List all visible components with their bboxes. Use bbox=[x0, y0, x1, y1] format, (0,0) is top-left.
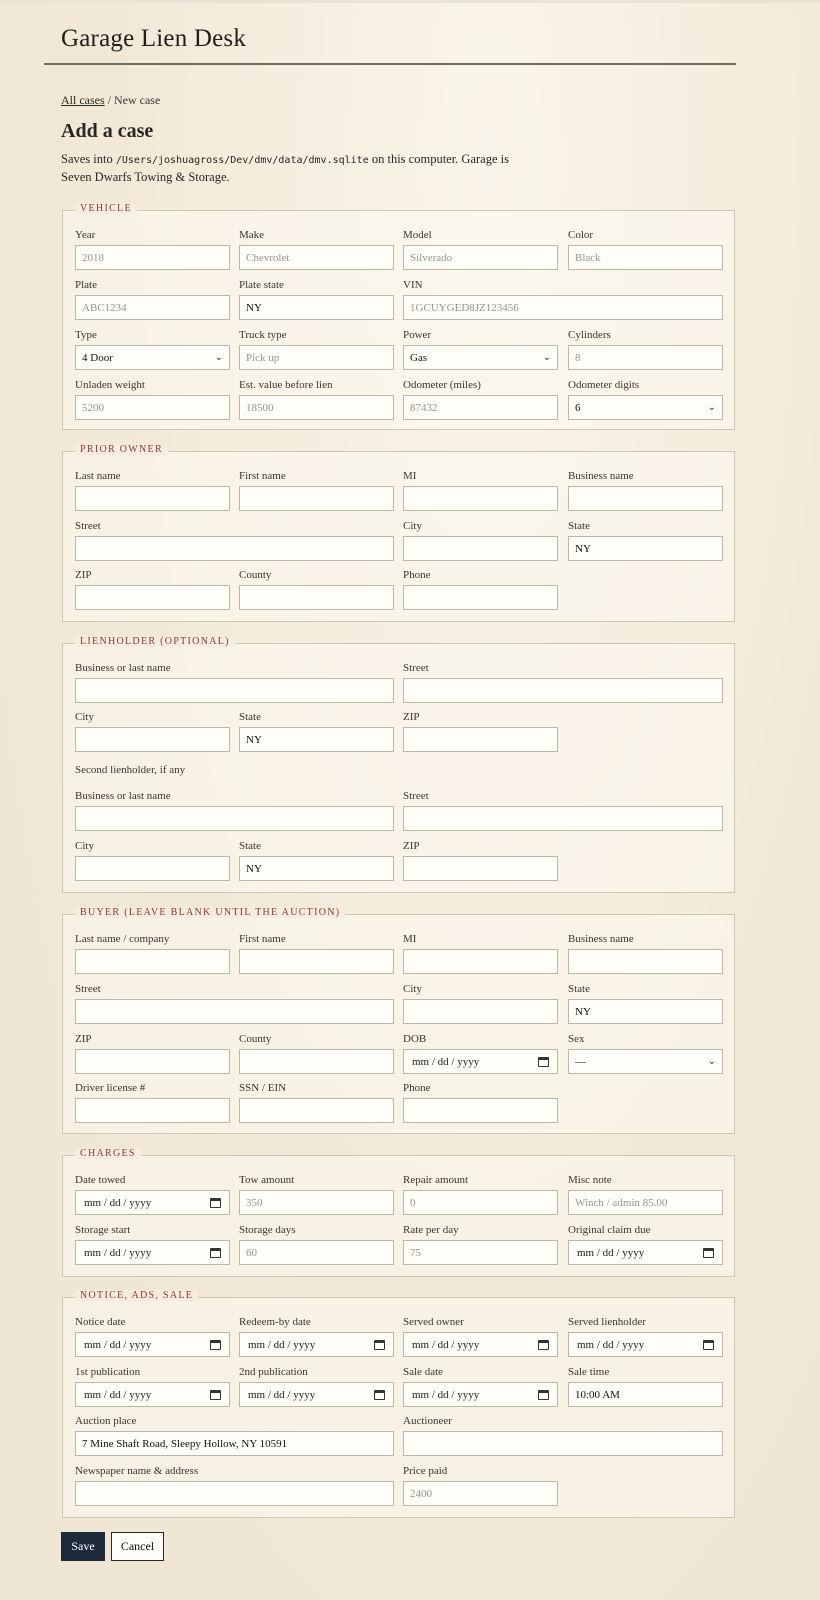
buyer-ssn-label: SSN / EIN bbox=[239, 1082, 287, 1094]
buyer-last-name-label: Last name / company bbox=[75, 933, 170, 945]
vin-label: VIN bbox=[403, 279, 423, 291]
sale-time-label: Sale time bbox=[568, 1366, 610, 1378]
buyer-state-input[interactable] bbox=[568, 999, 723, 1024]
owner-business-label: Business name bbox=[568, 470, 634, 482]
color-label: Color bbox=[568, 229, 594, 241]
lien2-city-input[interactable] bbox=[75, 856, 230, 881]
buyer-sex-value: — bbox=[575, 1055, 586, 1068]
storage-start-label: Storage start bbox=[75, 1224, 131, 1236]
sale-date-value: mm / dd / yyyy bbox=[412, 1388, 480, 1401]
owner-street-input[interactable] bbox=[75, 536, 394, 561]
db-path: /Users/joshuagross/Dev/dmv/data/dmv.sqlite bbox=[115, 155, 369, 166]
claim-due-input[interactable] bbox=[568, 1240, 723, 1265]
cylinders-label: Cylinders bbox=[568, 329, 611, 341]
auctioneer-label: Auctioneer bbox=[403, 1415, 452, 1427]
price-paid-label: Price paid bbox=[403, 1465, 448, 1477]
power-select[interactable] bbox=[403, 345, 558, 370]
notice-section bbox=[62, 1290, 735, 1518]
breadcrumb bbox=[61, 93, 160, 108]
lien2-business-input[interactable] bbox=[75, 806, 394, 831]
chevron-down-icon: ⌄ bbox=[707, 402, 716, 413]
served-lienholder-input[interactable] bbox=[568, 1332, 723, 1357]
owner-county-input[interactable] bbox=[239, 585, 394, 610]
price-paid-input[interactable] bbox=[403, 1481, 558, 1506]
buyer-street-label: Street bbox=[75, 983, 101, 995]
chevron-down-icon: ⌄ bbox=[707, 1056, 716, 1067]
buyer-first-name-input[interactable] bbox=[239, 949, 394, 974]
owner-phone-input[interactable] bbox=[403, 585, 558, 610]
odometer-input[interactable] bbox=[403, 395, 558, 420]
intro-post: on this computer. Garage is Seven Dwarfs Towing & Storage. bbox=[61, 152, 509, 184]
buyer-dob-value: mm / dd / yyyy bbox=[412, 1055, 480, 1068]
buyer-business-input[interactable] bbox=[568, 949, 723, 974]
breadcrumb-all-cases-link[interactable]: All cases bbox=[61, 93, 105, 107]
lien-state-input[interactable] bbox=[239, 727, 394, 752]
buyer-zip-label: ZIP bbox=[75, 1033, 92, 1045]
type-label: Type bbox=[75, 329, 97, 341]
redeem-by-label: Redeem-by date bbox=[239, 1316, 311, 1328]
notice-date-label: Notice date bbox=[75, 1316, 126, 1328]
storage-start-value: mm / dd / yyyy bbox=[84, 1246, 152, 1259]
calendar-icon[interactable] bbox=[210, 1390, 221, 1400]
intro-pre: Saves into bbox=[61, 152, 116, 166]
sale-date-label: Sale date bbox=[403, 1366, 444, 1378]
lien2-city-label: City bbox=[75, 840, 94, 852]
buyer-phone-label: Phone bbox=[403, 1082, 431, 1094]
lien2-state-label: State bbox=[239, 840, 261, 852]
misc-note-label: Misc note bbox=[568, 1174, 612, 1186]
calendar-icon[interactable] bbox=[210, 1248, 221, 1258]
year-label: Year bbox=[75, 229, 96, 241]
model-label: Model bbox=[403, 229, 432, 241]
color-input[interactable] bbox=[568, 245, 723, 270]
truck-type-label: Truck type bbox=[239, 329, 287, 341]
owner-first-name-label: First name bbox=[239, 470, 286, 482]
newspaper-label: Newspaper name & address bbox=[75, 1465, 199, 1477]
served-owner-input[interactable] bbox=[403, 1332, 558, 1357]
owner-state-input[interactable] bbox=[568, 536, 723, 561]
served-lienholder-value: mm / dd / yyyy bbox=[577, 1338, 645, 1351]
buyer-county-input[interactable] bbox=[239, 1049, 394, 1074]
claim-due-label: Original claim due bbox=[568, 1224, 651, 1236]
unladen-weight-input[interactable] bbox=[75, 395, 230, 420]
tow-amount-label: Tow amount bbox=[239, 1174, 295, 1186]
owner-zip-input[interactable] bbox=[75, 585, 230, 610]
notice-date-input[interactable] bbox=[75, 1332, 230, 1357]
prior-owner-section bbox=[62, 444, 735, 622]
owner-last-name-input[interactable] bbox=[75, 486, 230, 511]
calendar-icon[interactable] bbox=[210, 1198, 221, 1208]
owner-city-input[interactable] bbox=[403, 536, 558, 561]
lien-street-input[interactable] bbox=[403, 678, 723, 703]
save-button[interactable]: Save bbox=[61, 1532, 105, 1561]
owner-street-label: Street bbox=[75, 520, 101, 532]
sale-date-input[interactable] bbox=[403, 1382, 558, 1407]
buyer-state-label: State bbox=[568, 983, 590, 995]
prior-owner-legend: PRIOR OWNER bbox=[75, 444, 168, 455]
calendar-icon[interactable] bbox=[538, 1057, 549, 1067]
buyer-license-label: Driver license # bbox=[75, 1082, 146, 1094]
plate-input[interactable] bbox=[75, 295, 230, 320]
pub2-value: mm / dd / yyyy bbox=[248, 1388, 316, 1401]
plate-label: Plate bbox=[75, 279, 97, 291]
owner-first-name-input[interactable] bbox=[239, 486, 394, 511]
calendar-icon[interactable] bbox=[374, 1390, 385, 1400]
misc-note-input[interactable] bbox=[568, 1190, 723, 1215]
buyer-legend: BUYER (LEAVE BLANK UNTIL THE AUCTION) bbox=[75, 907, 345, 918]
type-select-value: 4 Door bbox=[82, 351, 113, 364]
pub2-input[interactable] bbox=[239, 1382, 394, 1407]
auctioneer-input[interactable] bbox=[403, 1431, 723, 1456]
buyer-ssn-input[interactable] bbox=[239, 1098, 394, 1123]
buyer-city-label: City bbox=[403, 983, 422, 995]
owner-phone-label: Phone bbox=[403, 569, 431, 581]
tow-amount-input[interactable] bbox=[239, 1190, 394, 1215]
plate-state-label: Plate state bbox=[239, 279, 284, 291]
lien-street-label: Street bbox=[403, 662, 429, 674]
date-towed-label: Date towed bbox=[75, 1174, 126, 1186]
power-select-value: Gas bbox=[410, 351, 428, 364]
owner-mi-label: MI bbox=[403, 470, 417, 482]
claim-due-value: mm / dd / yyyy bbox=[577, 1246, 645, 1259]
owner-city-label: City bbox=[403, 520, 422, 532]
newspaper-input[interactable] bbox=[75, 1481, 394, 1506]
lien-business-label: Business or last name bbox=[75, 662, 171, 674]
redeem-by-input[interactable] bbox=[239, 1332, 394, 1357]
rate-per-day-input[interactable] bbox=[403, 1240, 558, 1265]
est-value-label: Est. value before lien bbox=[239, 379, 333, 391]
lien-zip-input[interactable] bbox=[403, 727, 558, 752]
app-title: Garage Lien Desk bbox=[61, 25, 247, 52]
lien-city-input[interactable] bbox=[75, 727, 230, 752]
odometer-digits-label: Odometer digits bbox=[568, 379, 640, 391]
notice-legend: NOTICE, ADS, SALE bbox=[75, 1290, 198, 1301]
sale-time-input[interactable] bbox=[568, 1382, 723, 1407]
calendar-icon[interactable] bbox=[703, 1340, 714, 1350]
buyer-last-name-input[interactable] bbox=[75, 949, 230, 974]
charges-legend: CHARGES bbox=[75, 1148, 141, 1159]
buyer-dob-label: DOB bbox=[403, 1033, 427, 1045]
odometer-label: Odometer (miles) bbox=[403, 379, 481, 391]
buyer-sex-label: Sex bbox=[568, 1033, 585, 1045]
lien-business-input[interactable] bbox=[75, 678, 394, 703]
buyer-mi-input[interactable] bbox=[403, 949, 558, 974]
chevron-down-icon: ⌄ bbox=[542, 352, 551, 363]
pub1-input[interactable] bbox=[75, 1382, 230, 1407]
served-owner-value: mm / dd / yyyy bbox=[412, 1338, 480, 1351]
date-towed-input[interactable] bbox=[75, 1190, 230, 1215]
buyer-zip-input[interactable] bbox=[75, 1049, 230, 1074]
buyer-license-input[interactable] bbox=[75, 1098, 230, 1123]
owner-state-label: State bbox=[568, 520, 590, 532]
storage-start-input[interactable] bbox=[75, 1240, 230, 1265]
page-title: Add a case bbox=[61, 120, 154, 142]
pub1-label: 1st publication bbox=[75, 1366, 141, 1378]
odometer-digits-value: 6 bbox=[575, 401, 581, 414]
type-select[interactable] bbox=[75, 345, 230, 370]
buyer-first-name-label: First name bbox=[239, 933, 286, 945]
date-towed-value: mm / dd / yyyy bbox=[84, 1196, 152, 1209]
buyer-street-input[interactable] bbox=[75, 999, 394, 1024]
breadcrumb-current: New case bbox=[114, 93, 161, 107]
buyer-mi-label: MI bbox=[403, 933, 417, 945]
make-input[interactable] bbox=[239, 245, 394, 270]
unladen-weight-label: Unladen weight bbox=[75, 379, 145, 391]
calendar-icon[interactable] bbox=[374, 1340, 385, 1350]
pub1-value: mm / dd / yyyy bbox=[84, 1388, 152, 1401]
app-header bbox=[44, 3, 736, 65]
storage-days-label: Storage days bbox=[239, 1224, 296, 1236]
lienholder-legend: LIENHOLDER (OPTIONAL) bbox=[75, 636, 235, 647]
charges-section bbox=[62, 1148, 735, 1277]
buyer-business-label: Business name bbox=[568, 933, 634, 945]
auction-place-input[interactable] bbox=[75, 1431, 394, 1456]
vehicle-section bbox=[62, 203, 735, 430]
notice-date-value: mm / dd / yyyy bbox=[84, 1338, 152, 1351]
calendar-icon[interactable] bbox=[538, 1340, 549, 1350]
cancel-button[interactable]: Cancel bbox=[111, 1532, 164, 1561]
lien2-business-label: Business or last name bbox=[75, 790, 171, 802]
est-value-input[interactable] bbox=[239, 395, 394, 420]
owner-zip-label: ZIP bbox=[75, 569, 92, 581]
auction-place-label: Auction place bbox=[75, 1415, 137, 1427]
buyer-dob-date-input[interactable] bbox=[403, 1049, 558, 1074]
calendar-icon[interactable] bbox=[210, 1340, 221, 1350]
owner-mi-input[interactable] bbox=[403, 486, 558, 511]
buyer-sex-select[interactable] bbox=[568, 1049, 723, 1074]
vin-input[interactable] bbox=[403, 295, 723, 320]
buyer-phone-input[interactable] bbox=[403, 1098, 558, 1123]
lien2-zip-input[interactable] bbox=[403, 856, 558, 881]
cylinders-input[interactable] bbox=[568, 345, 723, 370]
served-owner-label: Served owner bbox=[403, 1316, 464, 1328]
breadcrumb-separator: / bbox=[104, 93, 114, 107]
year-input[interactable] bbox=[75, 245, 230, 270]
lien-zip-label: ZIP bbox=[403, 711, 420, 723]
lien2-street-label: Street bbox=[403, 790, 429, 802]
buyer-county-label: County bbox=[239, 1033, 272, 1045]
buyer-city-input[interactable] bbox=[403, 999, 558, 1024]
lien2-zip-label: ZIP bbox=[403, 840, 420, 852]
lien2-street-input[interactable] bbox=[403, 806, 723, 831]
rate-per-day-label: Rate per day bbox=[403, 1224, 459, 1236]
vehicle-legend: VEHICLE bbox=[75, 203, 137, 214]
lienholder-section bbox=[62, 636, 735, 893]
power-label: Power bbox=[403, 329, 432, 341]
plate-state-input[interactable] bbox=[239, 295, 394, 320]
second-lienholder-heading: Second lienholder, if any bbox=[75, 764, 186, 776]
odometer-digits-select[interactable] bbox=[568, 395, 723, 420]
lien2-state-input[interactable] bbox=[239, 856, 394, 881]
repair-amount-label: Repair amount bbox=[403, 1174, 469, 1186]
buyer-section bbox=[62, 907, 735, 1134]
redeem-by-value: mm / dd / yyyy bbox=[248, 1338, 316, 1351]
calendar-icon[interactable] bbox=[538, 1390, 549, 1400]
lien-city-label: City bbox=[75, 711, 94, 723]
pub2-label: 2nd publication bbox=[239, 1366, 308, 1378]
lien-state-label: State bbox=[239, 711, 261, 723]
owner-last-name-label: Last name bbox=[75, 470, 121, 482]
owner-county-label: County bbox=[239, 569, 272, 581]
calendar-icon[interactable] bbox=[703, 1248, 714, 1258]
intro-text bbox=[61, 151, 531, 186]
served-lienholder-label: Served lienholder bbox=[568, 1316, 646, 1328]
owner-business-input[interactable] bbox=[568, 486, 723, 511]
model-input[interactable] bbox=[403, 245, 558, 270]
chevron-down-icon: ⌄ bbox=[214, 352, 223, 363]
repair-amount-input[interactable] bbox=[403, 1190, 558, 1215]
storage-days-input[interactable] bbox=[239, 1240, 394, 1265]
make-label: Make bbox=[239, 229, 265, 241]
truck-type-input[interactable] bbox=[239, 345, 394, 370]
